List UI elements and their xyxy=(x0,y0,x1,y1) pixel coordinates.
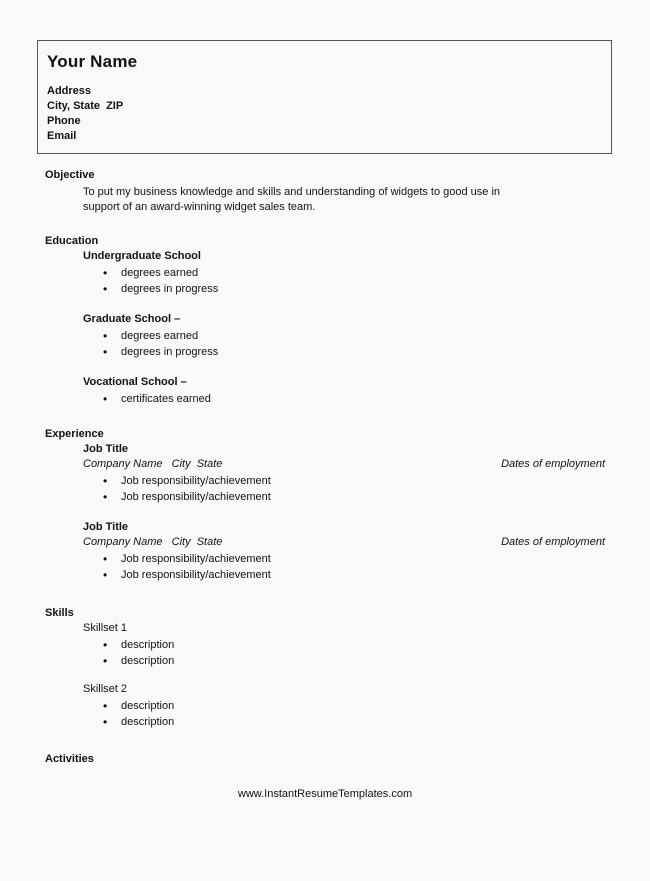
job-bullets xyxy=(83,551,650,583)
company-row xyxy=(83,535,605,550)
list-item: • description xyxy=(83,653,650,669)
objective-line: support of an award-winning widget sales team. xyxy=(83,201,316,213)
list-item: • Job responsibility/achievement xyxy=(83,551,650,567)
job-entry xyxy=(83,520,650,583)
education-entry xyxy=(83,249,650,297)
company-location: Company Name City State xyxy=(83,458,223,470)
objective-heading: Objective xyxy=(45,169,95,181)
skillset-entry xyxy=(83,621,650,669)
skillset-bullets xyxy=(83,637,650,669)
company-location: Company Name City State xyxy=(83,536,223,548)
list-item: • degrees in progress xyxy=(83,281,650,297)
list-item: • degrees in progress xyxy=(83,344,650,360)
resume-page xyxy=(0,40,650,881)
skillset-name: Skillset 1 xyxy=(83,622,128,634)
section-skills xyxy=(0,606,650,730)
objective-text xyxy=(83,185,650,215)
employment-dates: Dates of employment xyxy=(501,458,605,470)
email-line: Email xyxy=(47,130,77,142)
list-item: • description xyxy=(83,637,650,653)
education-heading: Education xyxy=(45,235,99,247)
job-title: Job Title xyxy=(83,443,129,455)
skills-heading: Skills xyxy=(45,607,74,619)
list-item: • degrees earned xyxy=(83,328,650,344)
list-item: • degrees earned xyxy=(83,265,650,281)
footer-url: www.InstantResumeTemplates.com xyxy=(237,788,413,800)
skillset-entry xyxy=(83,682,650,730)
school-name: Graduate School – xyxy=(83,313,181,325)
school-bullets xyxy=(83,328,650,360)
section-objective xyxy=(0,168,650,215)
school-name: Undergraduate School xyxy=(83,250,201,262)
section-education xyxy=(0,234,650,407)
section-activities xyxy=(0,752,650,767)
school-bullets xyxy=(83,265,650,297)
education-entry xyxy=(83,375,650,407)
job-entry xyxy=(83,442,650,505)
list-item: • Job responsibility/achievement xyxy=(83,473,650,489)
contact-block xyxy=(47,84,601,144)
objective-line: To put my business knowledge and skills and understanding of widgets to good use in xyxy=(83,186,501,198)
list-item: • description xyxy=(83,698,650,714)
section-experience xyxy=(0,427,650,583)
experience-heading: Experience xyxy=(45,428,104,440)
employment-dates: Dates of employment xyxy=(501,536,605,548)
school-bullets xyxy=(83,391,650,407)
skillset-bullets xyxy=(83,698,650,730)
school-name: Vocational School – xyxy=(83,376,187,388)
education-entry xyxy=(83,312,650,360)
job-bullets xyxy=(83,473,650,505)
contact-header-box xyxy=(37,40,612,154)
list-item: • description xyxy=(83,714,650,730)
activities-heading: Activities xyxy=(45,753,94,765)
address-line: Address xyxy=(47,85,92,97)
list-item: • Job responsibility/achievement xyxy=(83,567,650,583)
skillset-name: Skillset 2 xyxy=(83,683,128,695)
phone-line: Phone xyxy=(47,115,81,127)
list-item: • Job responsibility/achievement xyxy=(83,489,650,505)
job-title: Job Title xyxy=(83,521,129,533)
name-heading: Your Name xyxy=(47,52,138,71)
list-item: • certificates earned xyxy=(83,391,650,407)
company-row xyxy=(83,457,605,472)
city-state-zip-line: City, State ZIP xyxy=(47,100,124,112)
